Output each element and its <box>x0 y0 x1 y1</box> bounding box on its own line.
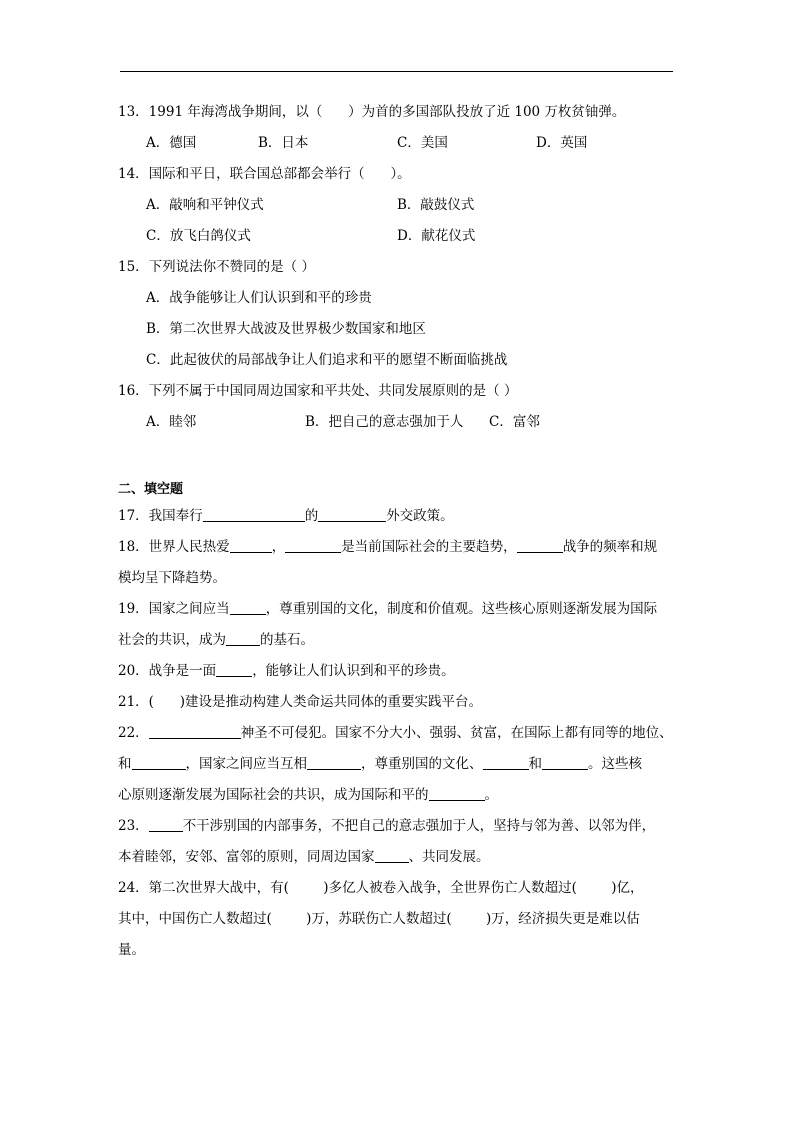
blank <box>149 724 241 739</box>
question-19: 19．国家之间应当 ，尊重别国的文化，制度和价值观。这些核心原则逐渐发展为国际 <box>118 601 658 617</box>
question-24-cont2: 量。 <box>118 942 145 958</box>
q13-option-d: D．英国 <box>536 135 588 151</box>
question-13: 13．1991 年海湾战争期间，以（ ）为首的多国部队投放了近 100 万枚贫铀弹。 <box>118 104 626 120</box>
blank <box>517 538 563 553</box>
question-24-cont: 其中，中国伤亡人数超过( )万，苏联伤亡人数超过( )万，经济损失更是难以估 <box>118 911 640 927</box>
blank <box>149 817 183 832</box>
question-23: 23． 不干涉别国的内部事务，不把自己的意志强加于人，坚持与邻为善、以邻为伴， <box>118 818 656 834</box>
question-22-cont2: 心原则逐渐发展为国际社会的共识，成为国际和平的 。 <box>118 787 498 803</box>
header-rule <box>120 71 673 72</box>
q15-option-a: A．战争能够让人们认识到和平的珍贵 <box>146 290 372 306</box>
question-17: 17．我国奉行 的 外交政策。 <box>118 508 454 524</box>
q13-option-b: B．日本 <box>258 135 309 151</box>
q14-option-b: B．敲鼓仪式 <box>397 197 475 213</box>
q15-option-c: C．此起彼伏的局部战争让人们追求和平的愿望不断面临挑战 <box>146 352 508 368</box>
blank <box>542 755 588 770</box>
blank <box>307 755 361 770</box>
q16-option-a: A．睦邻 <box>146 414 197 430</box>
blank <box>203 507 305 522</box>
question-20: 20．战争是一面 ，能够让人们认识到和平的珍贵。 <box>118 663 455 679</box>
question-21: 21．( )建设是推动构建人类命运共同体的重要实践平台。 <box>118 694 482 710</box>
blank <box>132 755 186 770</box>
q13-option-a: A．德国 <box>146 135 197 151</box>
blank <box>429 786 485 801</box>
blank <box>483 755 529 770</box>
question-22-cont: 和 ，国家之间应当互相 ，尊重别国的文化、 和 。这些核 <box>118 756 642 772</box>
question-18: 18．世界人民热爱 ， 是当前国际社会的主要趋势， 战争的频率和规 <box>118 539 658 555</box>
question-16: 16．下列不属于中国同周边国家和平共处、共同发展原则的是（ ） <box>118 383 518 399</box>
blank <box>216 662 252 677</box>
question-24: 24．第二次世界大战中，有( )多亿人被卷入战争，全世界伤亡人数超过( )亿， <box>118 880 644 896</box>
blank <box>230 600 266 615</box>
blank <box>285 538 341 553</box>
q16-option-b: B．把自己的意志强加于人 <box>305 414 464 430</box>
q15-option-b: B．第二次世界大战波及世界极少数国家和地区 <box>146 321 426 337</box>
question-23-cont: 本着睦邻，安邻、富邻的原则，同周边国家 、共同发展。 <box>118 849 490 865</box>
question-14: 14．国际和平日，联合国总部都会举行（ ）。 <box>118 166 411 182</box>
q16-option-c: C．富邻 <box>489 414 540 430</box>
blank <box>318 507 386 522</box>
question-15: 15．下列说法你不赞同的是（ ） <box>118 259 315 275</box>
section-title-fill-in: 二、填空题 <box>118 482 184 497</box>
blank <box>375 848 409 863</box>
q14-option-a: A．敲响和平钟仪式 <box>146 197 264 213</box>
question-18-cont: 模均呈下降趋势。 <box>118 570 226 586</box>
question-19-cont: 社会的共识，成为 的基石。 <box>118 632 314 648</box>
question-22: 22． 神圣不可侵犯。国家不分大小、强弱、贫富，在国际上都有同等的地位、 <box>118 725 673 741</box>
q14-option-c: C．放飞白鸽仪式 <box>146 228 251 244</box>
blank <box>226 631 260 646</box>
q13-option-c: C．美国 <box>397 135 448 151</box>
q14-option-d: D．献花仪式 <box>397 228 476 244</box>
blank <box>230 538 272 553</box>
